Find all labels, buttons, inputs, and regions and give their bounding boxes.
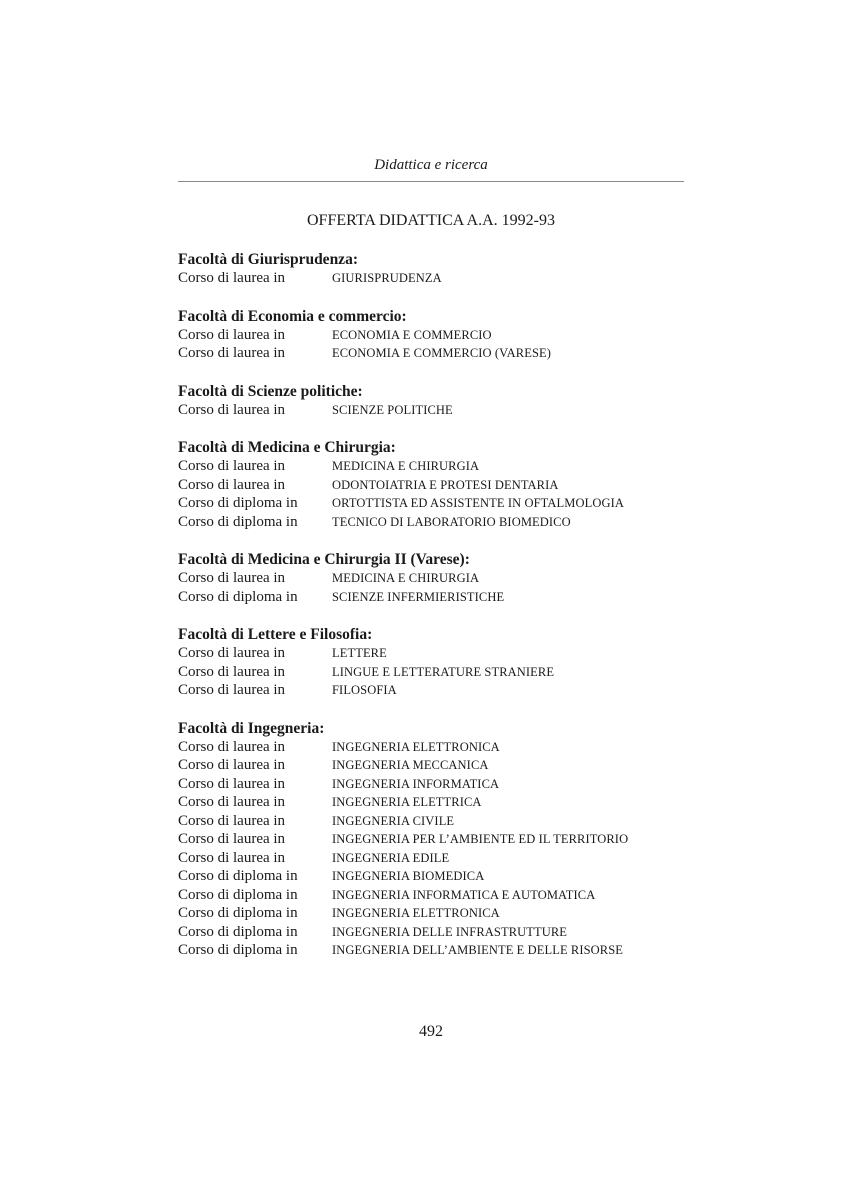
course-name: ODONTOIATRIA E PROTESI DENTARIA bbox=[332, 477, 559, 492]
faculty-heading: Facoltà di Economia e commercio: bbox=[178, 307, 407, 325]
faculty-section bbox=[178, 719, 684, 960]
course-name: INGEGNERIA ELETTRONICA bbox=[332, 906, 500, 920]
course-type: Corso di laurea in bbox=[178, 757, 286, 773]
course-row bbox=[178, 756, 684, 775]
running-head: Didattica e ricerca bbox=[374, 157, 488, 173]
course-name: INGEGNERIA INFORMATICA E AUTOMATICA bbox=[332, 887, 596, 902]
course-type: Corso di diploma in bbox=[178, 923, 298, 940]
course-name: INGEGNERIA DELLE INFRASTRUTTURE bbox=[332, 924, 568, 939]
course-row bbox=[178, 738, 684, 757]
course-name: INGEGNERIA INFORMATICA bbox=[332, 776, 500, 791]
course-type: Corso di laurea in bbox=[178, 831, 286, 847]
faculty-heading: Facoltà di Medicina e Chirurgia II (Varese): bbox=[178, 551, 470, 568]
course-row bbox=[178, 644, 684, 663]
course-row bbox=[178, 793, 684, 812]
course-type: Corso di laurea in bbox=[178, 476, 286, 493]
course-type: Corso di laurea in bbox=[178, 326, 286, 343]
course-type: Corso di diploma in bbox=[178, 513, 298, 530]
course-row bbox=[178, 886, 684, 905]
course-row bbox=[178, 401, 684, 420]
faculty-section bbox=[178, 250, 684, 288]
course-name: INGEGNERIA ELETTRONICA bbox=[332, 739, 500, 754]
faculty-list bbox=[178, 250, 684, 979]
course-type: Corso di laurea in bbox=[178, 812, 286, 829]
course-name: INGEGNERIA EDILE bbox=[332, 850, 450, 865]
course-name: TECNICO DI LABORATORIO BIOMEDICO bbox=[332, 514, 571, 529]
course-name: GIURISPRUDENZA bbox=[332, 271, 442, 285]
course-name: LETTERE bbox=[332, 646, 387, 660]
course-name: INGEGNERIA MECCANICA bbox=[332, 758, 489, 772]
course-name: FILOSOFIA bbox=[332, 683, 397, 697]
course-type: Corso di diploma in bbox=[178, 942, 298, 958]
course-type: Corso di diploma in bbox=[178, 588, 298, 605]
course-row bbox=[178, 867, 684, 886]
course-name: SCIENZE POLITICHE bbox=[332, 402, 453, 417]
course-row bbox=[178, 830, 684, 849]
faculty-section bbox=[178, 438, 684, 531]
page-number: 492 bbox=[419, 1023, 443, 1040]
course-name: MEDICINA E CHIRURGIA bbox=[332, 571, 480, 585]
course-type: Corso di laurea in bbox=[178, 570, 286, 586]
course-name: ECONOMIA E COMMERCIO (VARESE) bbox=[332, 346, 552, 360]
course-row bbox=[178, 513, 684, 532]
course-type: Corso di laurea in bbox=[178, 775, 286, 792]
course-row bbox=[178, 269, 684, 288]
course-type: Corso di laurea in bbox=[178, 345, 286, 361]
faculty-heading: Facoltà di Giurisprudenza: bbox=[178, 251, 358, 268]
faculty-section bbox=[178, 550, 684, 606]
course-name: LINGUE E LETTERATURE STRANIERE bbox=[332, 664, 555, 679]
faculty-heading: Facoltà di Ingegneria: bbox=[178, 719, 325, 737]
course-row bbox=[178, 775, 684, 794]
course-type: Corso di laurea in bbox=[178, 663, 286, 680]
course-name: ECONOMIA E COMMERCIO bbox=[332, 327, 492, 342]
course-row bbox=[178, 904, 684, 923]
course-type: Corso di laurea in bbox=[178, 849, 286, 866]
course-row bbox=[178, 476, 684, 495]
course-row bbox=[178, 344, 684, 363]
course-row bbox=[178, 941, 684, 960]
course-type: Corso di laurea in bbox=[178, 270, 286, 286]
course-row bbox=[178, 849, 684, 868]
course-name: INGEGNERIA CIVILE bbox=[332, 813, 455, 828]
document-title: OFFERTA DIDATTICA A.A. 1992-93 bbox=[307, 212, 555, 229]
course-row bbox=[178, 588, 684, 607]
course-row bbox=[178, 923, 684, 942]
course-name: INGEGNERIA BIOMEDICA bbox=[332, 869, 485, 883]
course-type: Corso di diploma in bbox=[178, 495, 298, 511]
course-type: Corso di laurea in bbox=[178, 458, 286, 474]
course-type: Corso di laurea in bbox=[178, 682, 286, 698]
course-row bbox=[178, 812, 684, 831]
course-name: INGEGNERIA DELL’AMBIENTE E DELLE RISORSE bbox=[332, 943, 624, 957]
course-type: Corso di laurea in bbox=[178, 645, 286, 661]
course-row bbox=[178, 326, 684, 345]
course-type: Corso di laurea in bbox=[178, 794, 286, 810]
course-type: Corso di diploma in bbox=[178, 905, 298, 921]
course-type: Corso di diploma in bbox=[178, 868, 298, 884]
course-type: Corso di diploma in bbox=[178, 886, 298, 903]
course-name: SCIENZE INFERMIERISTICHE bbox=[332, 589, 505, 604]
course-name: MEDICINA E CHIRURGIA bbox=[332, 459, 480, 473]
faculty-section bbox=[178, 382, 684, 420]
course-row bbox=[178, 681, 684, 700]
course-type: Corso di laurea in bbox=[178, 401, 286, 418]
faculty-heading: Facoltà di Lettere e Filosofia: bbox=[178, 626, 373, 643]
course-row bbox=[178, 457, 684, 476]
faculty-section bbox=[178, 625, 684, 700]
faculty-heading: Facoltà di Medicina e Chirurgia: bbox=[178, 439, 396, 456]
faculty-heading: Facoltà di Scienze politiche: bbox=[178, 382, 363, 400]
course-name: ORTOTTISTA ED ASSISTENTE IN OFTALMOLOGIA bbox=[332, 496, 624, 510]
course-name: INGEGNERIA ELETTRICA bbox=[332, 795, 482, 809]
course-name: INGEGNERIA PER L’AMBIENTE ED IL TERRITORIO bbox=[332, 832, 629, 846]
course-type: Corso di laurea in bbox=[178, 738, 286, 755]
course-row bbox=[178, 569, 684, 588]
course-row bbox=[178, 663, 684, 682]
course-row bbox=[178, 494, 684, 513]
faculty-section bbox=[178, 307, 684, 363]
header-rule bbox=[178, 181, 684, 182]
